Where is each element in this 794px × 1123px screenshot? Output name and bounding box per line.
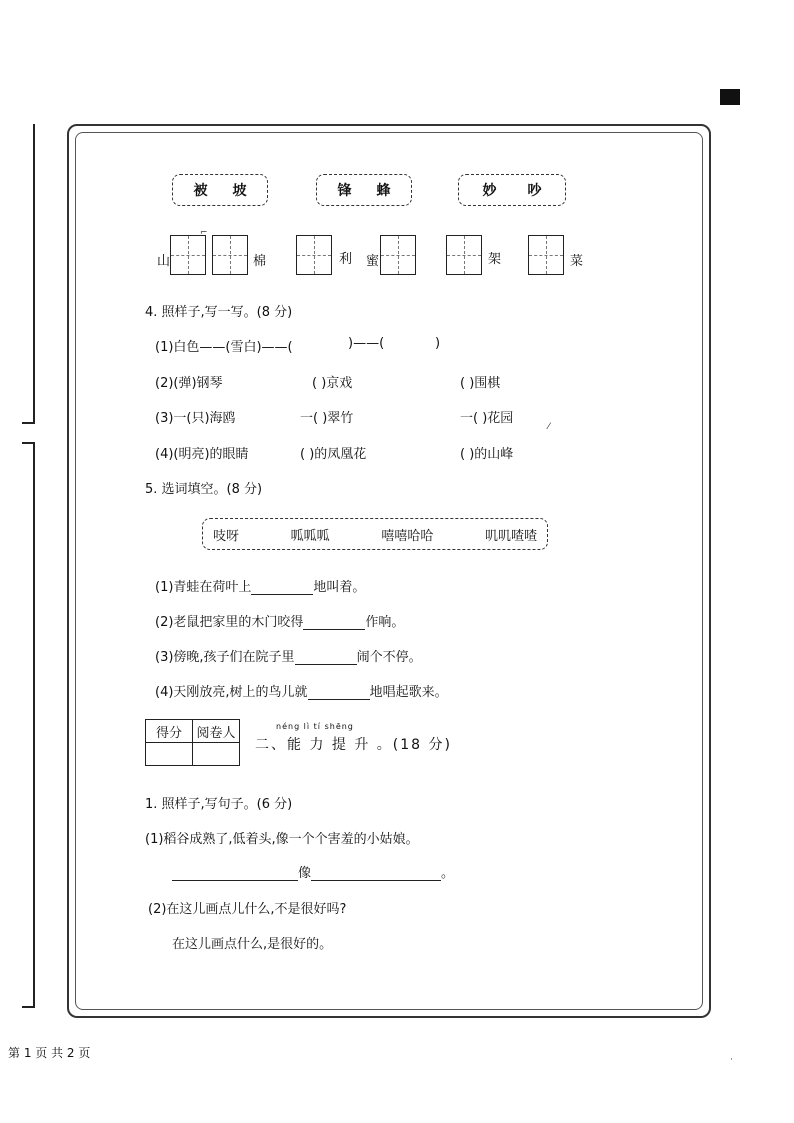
q5-item-pre: (2)老鼠把家里的木门咬得 [155,615,304,630]
q5-item-pre: (1)青蛙在荷叶上 [155,580,252,595]
fill-blank[interactable] [303,615,365,630]
scan-speck: · [730,1055,733,1065]
word-option: 呱呱呱 [290,528,330,544]
q4-item-4-c: ( )的山峰 [460,447,514,462]
left-binding-tick-mid [22,442,35,444]
q5-item-pre: (4)天刚放亮,树上的鸟儿就 [155,685,308,700]
left-binding-line-top [33,124,35,424]
reviewer-label: 阅卷人 [193,720,240,743]
left-binding-line-bottom [33,442,35,1008]
q4-item-3-c: 一( )花园 [460,411,514,426]
pair-char: 坡 [232,183,247,199]
writing-grid-box-2[interactable] [212,235,248,275]
q4-item-2-c: ( )围棋 [460,376,501,391]
section2-title: 二、能 力 提 升 。(18 分) [255,737,452,753]
grid-word-6: 菜 [570,254,584,269]
q5-item-4 [155,681,448,700]
q5-item-post: 闹个不停。 [356,650,422,665]
pair-char: 吵 [527,183,542,199]
left-binding-tick-top [22,422,35,424]
score-table [145,719,240,766]
pair-char: 蜂 [376,183,391,199]
q5-item-pre: (3)傍晚,孩子们在院子里 [155,650,295,665]
pair-box-2 [316,174,412,206]
q5-item-post: 作响。 [365,615,405,630]
s2q1-answer-line-1 [172,862,454,881]
fill-blank[interactable] [295,650,357,665]
word-option: 吱呀 [213,528,240,544]
score-label: 得分 [146,720,193,743]
q4-item-4-b: ( )的凤凰花 [300,447,367,462]
q4-item-1-b: )——( [348,336,385,351]
q4-title: 4. 照样子,写一写。(8 分) [145,305,293,320]
s2q1-end: 。 [441,866,455,881]
q4-item-1-c: ) [435,336,441,351]
grid-word-2: 棉 [253,254,267,269]
q5-item-2 [155,611,404,630]
fill-blank[interactable] [308,685,370,700]
s2q1-example-1: (1)稻谷成熟了,低着头,像一个个害羞的小姑娘。 [145,832,419,847]
writing-grid-box-4[interactable] [380,235,416,275]
s2q1-title: 1. 照样子,写句子。(6 分) [145,797,293,812]
left-binding-tick-bottom [22,1006,35,1008]
q5-word-bank [202,518,548,550]
word-option: 叽叽喳喳 [484,528,537,544]
q5-item-post: 地叫着。 [313,580,366,595]
s2q1-mid: 像 [298,866,312,881]
grid-word-5: 架 [488,252,502,267]
writing-grid-box-5[interactable] [446,235,482,275]
grid-word-3: 利 [339,252,353,267]
s2q1-example-2: (2)在这儿画点儿什么,不是很好吗? [148,902,347,917]
q4-item-4-a: (4)(明亮)的眼睛 [155,447,249,462]
word-option: 嘻嘻哈哈 [381,528,434,544]
grid-word-1: 山 [157,254,171,269]
q4-item-3-a: (3)一(只)海鸥 [155,411,236,426]
page-number-footer: 第 1 页 共 2 页 [8,1046,91,1060]
writing-grid-box-3[interactable] [296,235,332,275]
s2q1-example-2-answer: 在这儿画点什么,是很好的。 [172,937,333,952]
section2-pinyin: néng lì tí shēng [276,722,354,731]
pair-char: 锋 [337,183,352,199]
writing-grid-box-6[interactable] [528,235,564,275]
fill-blank[interactable] [251,580,313,595]
q5-item-3 [155,646,422,665]
pair-box-1 [172,174,268,206]
fill-blank[interactable] [172,866,298,881]
pencil-mark: ⁄ [548,422,550,432]
q4-item-2-b: ( )京戏 [312,376,353,391]
q5-title: 5. 选词填空。(8 分) [145,482,263,497]
pair-char: 妙 [482,183,497,199]
pair-char: 被 [193,183,208,199]
q4-item-2-a: (2)(弹)钢琴 [155,376,223,391]
corner-registration-mark [720,89,740,105]
grid-word-4: 蜜 [366,254,380,269]
q5-item-1 [155,576,365,595]
fill-blank[interactable] [311,866,441,881]
q4-item-1-a: (1)白色——(雪白)——( [155,340,293,355]
q4-item-3-b: 一( )翠竹 [300,411,354,426]
score-cell[interactable] [146,743,193,766]
pair-box-3 [458,174,566,206]
pencil-mark: ⌐ [200,228,208,238]
writing-grid-box-1[interactable] [170,235,206,275]
reviewer-cell[interactable] [193,743,240,766]
q5-item-post: 地唱起歌来。 [369,685,448,700]
